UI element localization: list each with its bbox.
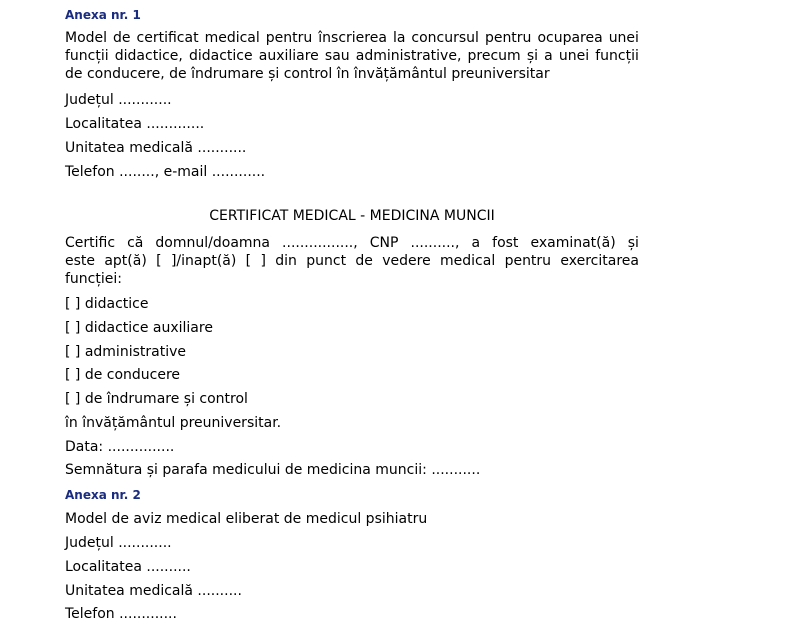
signature-field: Semnătura și parafa medicului de medicina muncii: ........... <box>65 462 481 478</box>
option-indrumare-control: [ ] de îndrumare și control <box>65 391 248 407</box>
word: ]/inapt(ă) <box>170 253 237 269</box>
annex-2-heading: Anexa nr. 2 <box>65 488 141 502</box>
certify-line-1 <box>65 234 639 252</box>
word: la <box>392 30 406 46</box>
option-de-conducere: [ ] de conducere <box>65 367 181 383</box>
certification-statement <box>65 234 639 288</box>
certificate-title: CERTIFICAT MEDICAL - MEDICINA MUNCII <box>209 208 495 224</box>
word: certificat <box>136 30 199 46</box>
word: a <box>544 48 553 64</box>
word: didactice, <box>114 48 183 64</box>
annex-1-heading: Anexa nr. 1 <box>65 8 141 22</box>
word: funcții <box>595 48 639 64</box>
date-field: Data: ............... <box>65 439 175 455</box>
option-administrative: [ ] administrative <box>65 344 186 360</box>
word: vedere <box>382 253 431 269</box>
word: este <box>65 253 96 269</box>
word: ] <box>260 253 266 269</box>
word: Model <box>65 30 108 46</box>
annex-1-intro <box>65 29 639 83</box>
word: înscrierea <box>318 30 387 46</box>
word: pentru <box>484 30 532 46</box>
scope-text: în învățământul preuniversitar. <box>65 415 282 431</box>
word: concursul <box>411 30 479 46</box>
word: Certific <box>65 235 116 251</box>
word: unei <box>608 30 639 46</box>
word: și <box>526 48 538 64</box>
word: punct <box>306 253 347 269</box>
word: din <box>275 253 297 269</box>
word: sau <box>324 48 350 64</box>
annex-1-intro-line-3: de conducere, de îndrumare și control în învățământul preuniversitar <box>65 66 550 82</box>
word: .........., <box>410 235 460 251</box>
medical-unit-field: Unitatea medicală ........... <box>65 140 247 156</box>
word: CNP <box>369 235 399 251</box>
locality-field: Localitatea ............. <box>65 116 205 132</box>
annex-2-intro: Model de aviz medical eliberat de medicul psihiatru <box>65 511 428 527</box>
word: [ <box>245 253 252 269</box>
word: unei <box>558 48 590 64</box>
certify-line-2 <box>65 252 639 270</box>
word: pentru <box>265 30 313 46</box>
option-didactice-auxiliare: [ ] didactice auxiliare <box>65 320 213 336</box>
word: administrative, <box>355 48 462 64</box>
annex-2-medical-unit-field: Unitatea medicală .......... <box>65 583 242 599</box>
option-didactice: [ ] didactice <box>65 296 149 312</box>
word: ocuparea <box>537 30 603 46</box>
word: fost <box>492 235 519 251</box>
word: precum <box>467 48 521 64</box>
word: funcții <box>65 48 109 64</box>
word: că <box>127 235 144 251</box>
word: auxiliare <box>258 48 319 64</box>
annex-2-phone-field: Telefon ............. <box>65 606 177 622</box>
word: medical <box>440 253 496 269</box>
word: domnul/doamna <box>155 235 270 251</box>
annex-1-intro-line-2 <box>65 47 639 65</box>
certify-line-3: funcției: <box>65 271 122 287</box>
word: exercitarea <box>560 253 639 269</box>
word: medical <box>204 30 260 46</box>
word: pentru <box>504 253 552 269</box>
word: a <box>471 235 481 251</box>
phone-email-field: Telefon ........, e-mail ............ <box>65 164 266 180</box>
word: de <box>355 253 373 269</box>
word: ................, <box>282 235 358 251</box>
word: de <box>113 30 131 46</box>
annex-2-locality-field: Localitatea .......... <box>65 559 191 575</box>
word: didactice <box>188 48 253 64</box>
word: [ <box>156 253 162 269</box>
word: apt(ă) <box>104 253 147 269</box>
county-field: Județul ............ <box>65 92 172 108</box>
word: și <box>627 235 639 251</box>
annex-2-county-field: Județul ............ <box>65 535 172 551</box>
word: examinat(ă) <box>530 235 616 251</box>
annex-1-intro-line-1 <box>65 29 639 47</box>
